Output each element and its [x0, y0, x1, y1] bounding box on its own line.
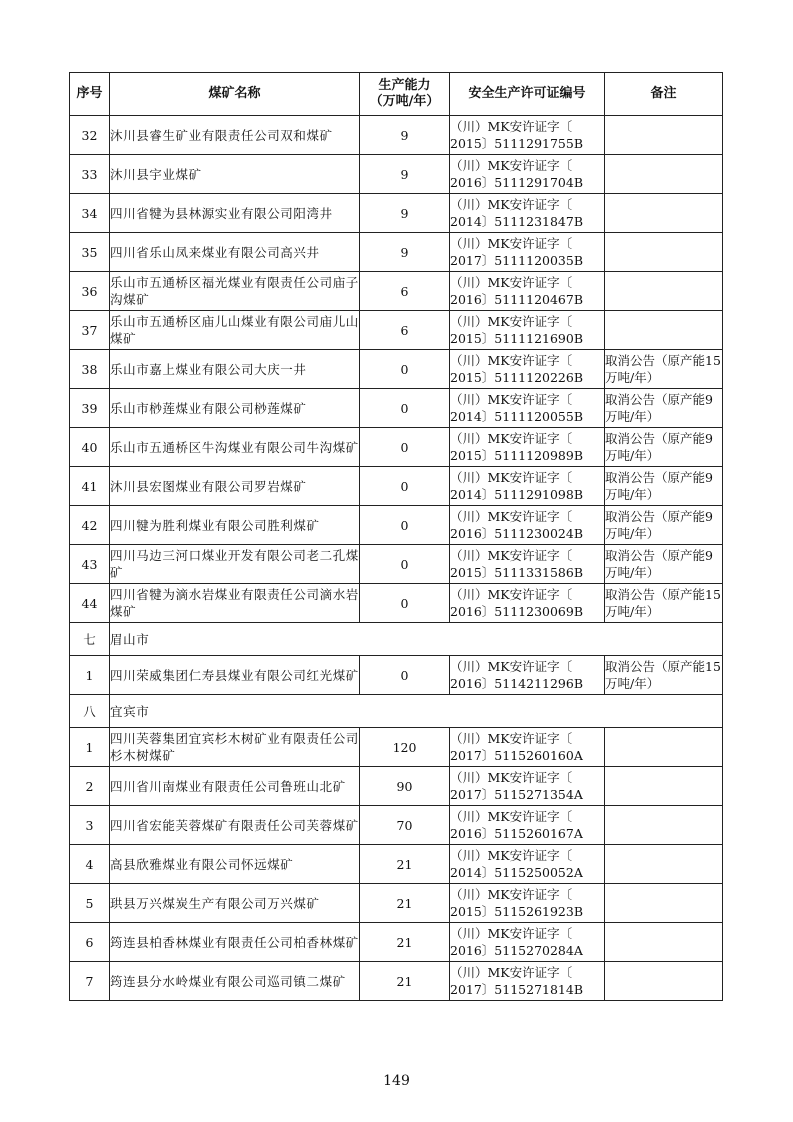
mine-name: 珙县万兴煤炭生产有限公司万兴煤矿	[110, 884, 360, 923]
mine-name: 四川省川南煤业有限责任公司鲁班山北矿	[110, 767, 360, 806]
remark: 取消公告（原产能9万吨/年）	[605, 428, 723, 467]
remark	[605, 311, 723, 350]
permit-number	[450, 923, 605, 962]
permit-line1: （川）MK安许证字〔	[450, 158, 573, 173]
permit-line1: （川）MK安许证字〔	[450, 197, 573, 212]
row-number: 1	[70, 656, 110, 695]
permit-number	[450, 506, 605, 545]
capacity-value: 6	[360, 311, 450, 350]
row-number: 36	[70, 272, 110, 311]
permit-line2: 2015〕5111291755B	[450, 136, 584, 151]
permit-number	[450, 233, 605, 272]
row-number: 39	[70, 389, 110, 428]
capacity-value: 21	[360, 845, 450, 884]
capacity-value: 0	[360, 656, 450, 695]
permit-line1: （川）MK安许证字〔	[450, 770, 573, 785]
mine-name: 四川芙蓉集团宜宾杉木树矿业有限责任公司杉木树煤矿	[110, 728, 360, 767]
remark	[605, 116, 723, 155]
section-number: 八	[70, 695, 110, 728]
row-number: 40	[70, 428, 110, 467]
table-row	[70, 806, 723, 845]
row-number: 3	[70, 806, 110, 845]
permit-line1: （川）MK安许证字〔	[450, 548, 573, 563]
permit-line1: （川）MK安许证字〔	[450, 587, 573, 602]
header-capacity-line1: 生产能力	[378, 78, 431, 93]
header-name: 煤矿名称	[110, 73, 360, 116]
capacity-value: 0	[360, 467, 450, 506]
mine-name: 乐山市五通桥区福光煤业有限责任公司庙子沟煤矿	[110, 272, 360, 311]
mine-name: 沐川县宇业煤矿	[110, 155, 360, 194]
mine-name: 筠连县分水岭煤业有限公司巡司镇二煤矿	[110, 962, 360, 1001]
permit-line2: 2014〕5111231847B	[450, 214, 584, 229]
permit-line1: （川）MK安许证字〔	[450, 509, 573, 524]
permit-line2: 2016〕5111230069B	[450, 604, 584, 619]
row-number: 7	[70, 962, 110, 1001]
permit-line1: （川）MK安许证字〔	[450, 887, 573, 902]
table-row	[70, 350, 723, 389]
section-row	[70, 623, 723, 656]
mine-name: 高县欣雅煤业有限公司怀远煤矿	[110, 845, 360, 884]
header-capacity-line2: （万吨/年）	[369, 94, 440, 109]
row-number: 35	[70, 233, 110, 272]
section-row	[70, 695, 723, 728]
permit-line2: 2017〕5111120035B	[450, 253, 584, 268]
capacity-value: 0	[360, 506, 450, 545]
row-number: 1	[70, 728, 110, 767]
table-row	[70, 389, 723, 428]
permit-line2: 2016〕5111291704B	[450, 175, 584, 190]
header-no: 序号	[70, 73, 110, 116]
permit-line1: （川）MK安许证字〔	[450, 353, 573, 368]
permit-line2: 2017〕5115271354A	[450, 787, 583, 802]
mine-name: 筠连县柏香林煤业有限责任公司柏香林煤矿	[110, 923, 360, 962]
table-row	[70, 194, 723, 233]
permit-line1: （川）MK安许证字〔	[450, 314, 573, 329]
permit-line2: 2016〕5111120467B	[450, 292, 584, 307]
row-number: 2	[70, 767, 110, 806]
mine-name: 沐川县睿生矿业有限责任公司双和煤矿	[110, 116, 360, 155]
capacity-value: 9	[360, 233, 450, 272]
remark	[605, 884, 723, 923]
capacity-value: 120	[360, 728, 450, 767]
remark	[605, 728, 723, 767]
permit-line2: 2016〕5111230024B	[450, 526, 584, 541]
table-row	[70, 545, 723, 584]
permit-number	[450, 194, 605, 233]
table-row	[70, 767, 723, 806]
row-number: 38	[70, 350, 110, 389]
capacity-value: 0	[360, 545, 450, 584]
permit-number	[450, 884, 605, 923]
permit-line1: （川）MK安许证字〔	[450, 392, 573, 407]
remark: 取消公告（原产能9万吨/年）	[605, 467, 723, 506]
capacity-value: 0	[360, 389, 450, 428]
remark	[605, 923, 723, 962]
capacity-value: 21	[360, 923, 450, 962]
mine-name: 乐山市嘉上煤业有限公司大庆一井	[110, 350, 360, 389]
permit-line2: 2014〕5115250052A	[450, 865, 583, 880]
table-row	[70, 428, 723, 467]
table-row	[70, 155, 723, 194]
capacity-value: 0	[360, 584, 450, 623]
capacity-value: 0	[360, 350, 450, 389]
table-row	[70, 272, 723, 311]
row-number: 42	[70, 506, 110, 545]
mine-name: 四川省宏能芙蓉煤矿有限责任公司芙蓉煤矿	[110, 806, 360, 845]
mine-name: 四川省犍为县林源实业有限公司阳湾井	[110, 194, 360, 233]
remark	[605, 233, 723, 272]
remark	[605, 806, 723, 845]
permit-line1: （川）MK安许证字〔	[450, 119, 573, 134]
section-number: 七	[70, 623, 110, 656]
permit-line2: 2015〕5115261923B	[450, 904, 584, 919]
permit-number	[450, 116, 605, 155]
capacity-value: 70	[360, 806, 450, 845]
permit-line2: 2016〕5115260167A	[450, 826, 583, 841]
permit-line1: （川）MK安许证字〔	[450, 965, 573, 980]
table-row	[70, 116, 723, 155]
remark	[605, 962, 723, 1001]
table-row	[70, 962, 723, 1001]
permit-line1: （川）MK安许证字〔	[450, 470, 573, 485]
capacity-value: 0	[360, 428, 450, 467]
row-number: 4	[70, 845, 110, 884]
permit-number	[450, 311, 605, 350]
capacity-value: 9	[360, 194, 450, 233]
table-row	[70, 656, 723, 695]
remark: 取消公告（原产能9万吨/年）	[605, 545, 723, 584]
permit-number	[450, 656, 605, 695]
row-number: 41	[70, 467, 110, 506]
remark: 取消公告（原产能9万吨/年）	[605, 389, 723, 428]
permit-number	[450, 962, 605, 1001]
permit-line2: 2016〕5114211296B	[450, 676, 584, 691]
permit-number	[450, 767, 605, 806]
header-permit: 安全生产许可证编号	[450, 73, 605, 116]
remark	[605, 767, 723, 806]
remark	[605, 194, 723, 233]
permit-line1: （川）MK安许证字〔	[450, 431, 573, 446]
permit-number	[450, 545, 605, 584]
row-number: 6	[70, 923, 110, 962]
header-capacity	[360, 73, 450, 116]
row-number: 44	[70, 584, 110, 623]
table-row	[70, 506, 723, 545]
remark: 取消公告（原产能9万吨/年）	[605, 506, 723, 545]
permit-line1: （川）MK安许证字〔	[450, 731, 573, 746]
table-header-row	[70, 73, 723, 116]
permit-number	[450, 155, 605, 194]
permit-line1: （川）MK安许证字〔	[450, 809, 573, 824]
permit-line2: 2016〕5115270284A	[450, 943, 583, 958]
permit-number	[450, 584, 605, 623]
section-city: 宜宾市	[110, 695, 723, 728]
permit-number	[450, 728, 605, 767]
permit-number	[450, 806, 605, 845]
capacity-value: 21	[360, 884, 450, 923]
row-number: 33	[70, 155, 110, 194]
header-remark: 备注	[605, 73, 723, 116]
mine-name: 乐山市五通桥区庙儿山煤业有限公司庙儿山煤矿	[110, 311, 360, 350]
remark	[605, 845, 723, 884]
mine-name: 四川省乐山凤来煤业有限公司高兴井	[110, 233, 360, 272]
permit-number	[450, 845, 605, 884]
page-number: 149	[383, 1073, 410, 1089]
permit-line2: 2017〕5115260160A	[450, 748, 583, 763]
row-number: 5	[70, 884, 110, 923]
permit-line2: 2017〕5115271814B	[450, 982, 584, 997]
permit-number	[450, 389, 605, 428]
mine-name: 乐山市桫莲煤业有限公司桫莲煤矿	[110, 389, 360, 428]
permit-number	[450, 350, 605, 389]
permit-line1: （川）MK安许证字〔	[450, 236, 573, 251]
table-row	[70, 233, 723, 272]
permit-line2: 2014〕5111291098B	[450, 487, 584, 502]
permit-line1: （川）MK安许证字〔	[450, 926, 573, 941]
permit-number	[450, 428, 605, 467]
table-row	[70, 884, 723, 923]
remark	[605, 155, 723, 194]
section-city: 眉山市	[110, 623, 723, 656]
row-number: 34	[70, 194, 110, 233]
mine-name: 沐川县宏图煤业有限公司罗岩煤矿	[110, 467, 360, 506]
mine-name: 乐山市五通桥区牛沟煤业有限公司牛沟煤矿	[110, 428, 360, 467]
row-number: 37	[70, 311, 110, 350]
table-row	[70, 728, 723, 767]
capacity-value: 9	[360, 155, 450, 194]
coal-mine-table	[69, 72, 723, 1001]
table-row	[70, 467, 723, 506]
permit-line1: （川）MK安许证字〔	[450, 275, 573, 290]
row-number: 32	[70, 116, 110, 155]
capacity-value: 9	[360, 116, 450, 155]
permit-line2: 2015〕5111331586B	[450, 565, 584, 580]
table-row	[70, 311, 723, 350]
permit-number	[450, 467, 605, 506]
mine-name: 四川马边三河口煤业开发有限公司老二孔煤矿	[110, 545, 360, 584]
permit-line1: （川）MK安许证字〔	[450, 659, 573, 674]
remark: 取消公告（原产能15万吨/年）	[605, 350, 723, 389]
permit-number	[450, 272, 605, 311]
table-row	[70, 923, 723, 962]
remark: 取消公告（原产能15万吨/年）	[605, 656, 723, 695]
row-number: 43	[70, 545, 110, 584]
table-row	[70, 845, 723, 884]
remark	[605, 272, 723, 311]
table-row	[70, 584, 723, 623]
mine-name: 四川荣威集团仁寿县煤业有限公司红光煤矿	[110, 656, 360, 695]
table-body	[70, 116, 723, 1001]
capacity-value: 6	[360, 272, 450, 311]
permit-line2: 2015〕5111120226B	[450, 370, 584, 385]
permit-line1: （川）MK安许证字〔	[450, 848, 573, 863]
capacity-value: 21	[360, 962, 450, 1001]
mine-name: 四川省犍为滴水岩煤业有限责任公司滴水岩煤矿	[110, 584, 360, 623]
capacity-value: 90	[360, 767, 450, 806]
permit-line2: 2015〕5111121690B	[450, 331, 584, 346]
permit-line2: 2014〕5111120055B	[450, 409, 584, 424]
mine-name: 四川犍为胜利煤业有限公司胜利煤矿	[110, 506, 360, 545]
permit-line2: 2015〕5111120989B	[450, 448, 584, 463]
remark: 取消公告（原产能15万吨/年）	[605, 584, 723, 623]
